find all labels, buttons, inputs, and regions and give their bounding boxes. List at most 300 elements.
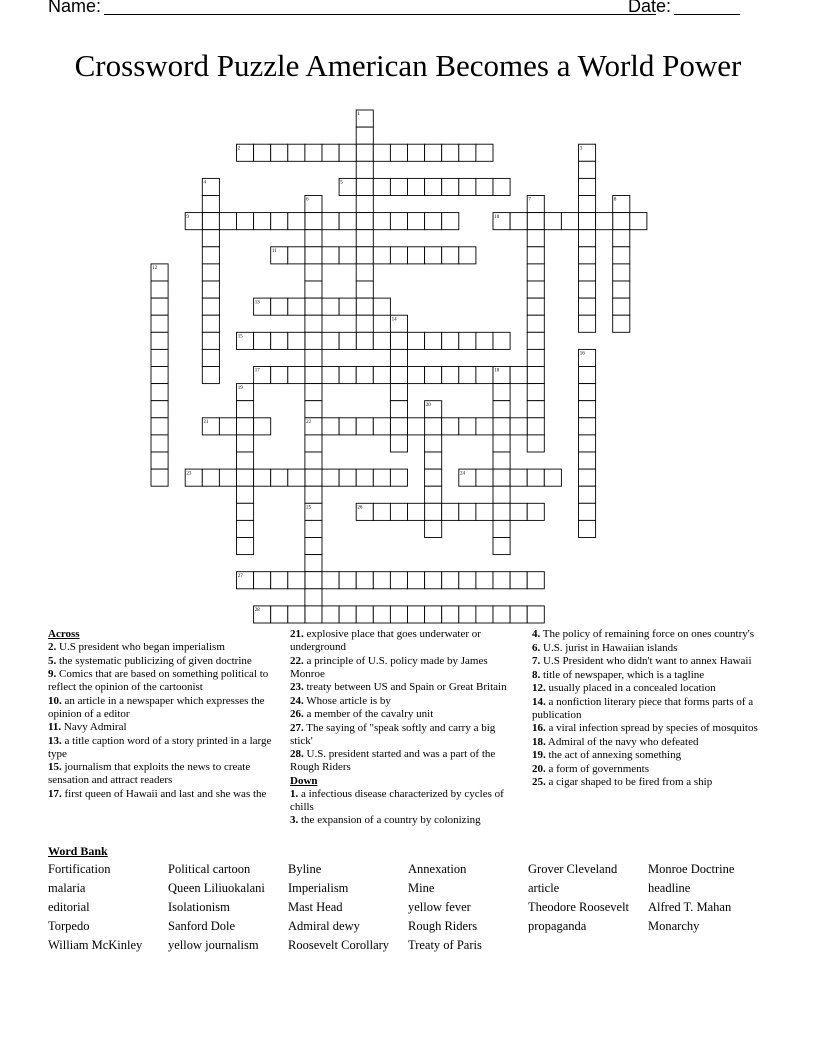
grid-cell[interactable] — [390, 469, 407, 486]
grid-cell[interactable] — [305, 538, 322, 555]
grid-cell[interactable] — [561, 213, 578, 230]
grid-cell[interactable] — [493, 401, 510, 418]
grid-cell[interactable] — [151, 315, 168, 332]
grid-cell[interactable] — [579, 315, 596, 332]
grid-cell[interactable] — [390, 247, 407, 264]
grid-cell[interactable] — [476, 144, 493, 161]
clue-number: 6. — [532, 641, 541, 654]
grid-cell[interactable] — [527, 418, 544, 435]
grid-cell[interactable] — [373, 298, 390, 315]
grid-cell[interactable] — [544, 469, 561, 486]
grid-cell[interactable] — [493, 418, 510, 435]
grid-cell[interactable] — [493, 606, 510, 623]
grid-cell[interactable] — [493, 435, 510, 452]
grid-cell[interactable] — [202, 281, 219, 298]
clue-column-3 — [532, 628, 768, 790]
grid-cell[interactable] — [476, 332, 493, 349]
grid-cell[interactable] — [373, 418, 390, 435]
grid-cell[interactable] — [151, 418, 168, 435]
grid-cell[interactable] — [596, 213, 613, 230]
grid-cell[interactable] — [493, 572, 510, 589]
grid-cell[interactable] — [408, 213, 425, 230]
grid-cell[interactable] — [356, 161, 373, 178]
grid-cell[interactable] — [510, 572, 527, 589]
clue-number: 27. — [290, 721, 304, 734]
grid-cell[interactable] — [579, 452, 596, 469]
grid-cell[interactable] — [202, 315, 219, 332]
grid-cell[interactable] — [442, 247, 459, 264]
grid-cell[interactable] — [579, 469, 596, 486]
grid-cell[interactable] — [459, 606, 476, 623]
grid-cell[interactable] — [442, 606, 459, 623]
grid-cell[interactable] — [356, 178, 373, 195]
grid-cell[interactable] — [237, 520, 254, 537]
grid-cell[interactable] — [151, 469, 168, 486]
grid-cell[interactable] — [305, 435, 322, 452]
grid-cell[interactable] — [305, 401, 322, 418]
grid-cell[interactable] — [305, 572, 322, 589]
grid-cell[interactable] — [527, 384, 544, 401]
grid-cell[interactable] — [613, 247, 630, 264]
grid-cell[interactable] — [356, 606, 373, 623]
grid-cell[interactable] — [356, 196, 373, 213]
grid-cell[interactable] — [339, 572, 356, 589]
grid-cell[interactable] — [305, 213, 322, 230]
grid-cell[interactable] — [356, 332, 373, 349]
word-bank-item: article — [528, 881, 560, 895]
grid-cell[interactable] — [305, 520, 322, 537]
grid-cell[interactable] — [305, 230, 322, 247]
grid-cell[interactable] — [373, 572, 390, 589]
grid-cell[interactable] — [442, 503, 459, 520]
clue-text: usually placed in a concealed location — [545, 682, 716, 694]
grid-cell[interactable] — [579, 230, 596, 247]
grid-cell[interactable] — [151, 384, 168, 401]
grid-cell[interactable] — [425, 469, 442, 486]
grid-cell[interactable] — [356, 315, 373, 332]
grid-cell[interactable] — [425, 367, 442, 384]
grid-cell[interactable] — [322, 367, 339, 384]
grid-cell-number: 3 — [579, 146, 583, 152]
grid-cell[interactable] — [579, 247, 596, 264]
grid-cell[interactable] — [425, 572, 442, 589]
grid-cell[interactable] — [339, 418, 356, 435]
grid-cell[interactable] — [390, 401, 407, 418]
grid-cell[interactable] — [288, 469, 305, 486]
grid-cell[interactable] — [288, 247, 305, 264]
grid-cell[interactable] — [202, 469, 219, 486]
grid-cell[interactable] — [237, 469, 254, 486]
grid-cell[interactable] — [373, 503, 390, 520]
grid-cell[interactable] — [510, 606, 527, 623]
grid-cell[interactable] — [288, 298, 305, 315]
grid-cell[interactable] — [390, 418, 407, 435]
clue-number: 11. — [48, 721, 62, 733]
grid-cell[interactable] — [476, 503, 493, 520]
grid-cell[interactable] — [305, 349, 322, 366]
grid-cell[interactable] — [579, 401, 596, 418]
grid-cell-number: 6 — [306, 197, 309, 203]
grid-cell[interactable] — [613, 281, 630, 298]
grid-cell[interactable] — [288, 572, 305, 589]
grid-cell[interactable] — [305, 281, 322, 298]
grid-cell[interactable] — [579, 213, 596, 230]
grid-cell[interactable] — [527, 298, 544, 315]
grid-cell-number: 12 — [152, 266, 158, 272]
grid-cell[interactable] — [493, 520, 510, 537]
grid-cell[interactable] — [219, 469, 236, 486]
grid-cell[interactable] — [613, 315, 630, 332]
grid-cell[interactable] — [425, 144, 442, 161]
grid-cell[interactable] — [356, 367, 373, 384]
grid-cell[interactable] — [459, 247, 476, 264]
grid-cell[interactable] — [254, 332, 271, 349]
grid-cell[interactable] — [373, 213, 390, 230]
grid-cell[interactable] — [493, 486, 510, 503]
grid-cell[interactable] — [356, 418, 373, 435]
grid-cell[interactable] — [288, 144, 305, 161]
grid-cell[interactable] — [390, 384, 407, 401]
grid-cell[interactable] — [390, 435, 407, 452]
grid-cell[interactable] — [425, 452, 442, 469]
grid-cell[interactable] — [271, 144, 288, 161]
grid-cell[interactable] — [322, 572, 339, 589]
grid-cell[interactable] — [442, 367, 459, 384]
grid-cell[interactable] — [390, 367, 407, 384]
grid-cell[interactable] — [305, 315, 322, 332]
grid-cell-number: 5 — [340, 180, 343, 186]
grid-cell[interactable] — [271, 572, 288, 589]
grid-cell[interactable] — [527, 572, 544, 589]
grid-cell[interactable] — [202, 264, 219, 281]
grid-cell[interactable] — [373, 606, 390, 623]
grid-cell[interactable] — [202, 349, 219, 366]
grid-cell[interactable] — [373, 469, 390, 486]
grid-cell[interactable] — [151, 401, 168, 418]
grid-cell[interactable] — [356, 247, 373, 264]
grid-cell[interactable] — [339, 144, 356, 161]
grid-cell[interactable] — [202, 230, 219, 247]
grid-cell[interactable] — [339, 247, 356, 264]
grid-cell[interactable] — [356, 469, 373, 486]
grid-cell[interactable] — [527, 503, 544, 520]
grid-cell[interactable] — [579, 367, 596, 384]
grid-cell[interactable] — [254, 144, 271, 161]
grid-cell[interactable] — [151, 435, 168, 452]
grid-cell[interactable] — [339, 213, 356, 230]
grid-cell[interactable] — [613, 264, 630, 281]
grid-cell[interactable] — [408, 178, 425, 195]
grid-cell[interactable] — [373, 144, 390, 161]
grid-cell[interactable] — [356, 298, 373, 315]
grid-cell[interactable] — [305, 298, 322, 315]
grid-cell[interactable] — [425, 332, 442, 349]
grid-cell[interactable] — [442, 572, 459, 589]
grid-cell[interactable] — [390, 606, 407, 623]
grid-cell[interactable] — [493, 384, 510, 401]
grid-cell[interactable] — [510, 503, 527, 520]
grid-cell[interactable] — [305, 264, 322, 281]
grid-cell[interactable] — [305, 469, 322, 486]
grid-cell[interactable] — [527, 315, 544, 332]
grid-cell[interactable] — [237, 435, 254, 452]
grid-cell[interactable] — [202, 196, 219, 213]
grid-cell[interactable] — [339, 469, 356, 486]
grid-cell[interactable] — [202, 367, 219, 384]
across-clue — [290, 708, 518, 721]
grid-cell[interactable] — [527, 213, 544, 230]
grid-cell[interactable] — [151, 367, 168, 384]
grid-cell[interactable] — [425, 213, 442, 230]
grid-cell[interactable] — [390, 213, 407, 230]
grid-cell[interactable] — [425, 606, 442, 623]
grid-cell[interactable] — [237, 418, 254, 435]
grid-cell[interactable] — [493, 469, 510, 486]
grid-cell[interactable] — [476, 469, 493, 486]
grid-cell[interactable] — [527, 469, 544, 486]
grid-cell[interactable] — [151, 298, 168, 315]
word-bank-list — [48, 862, 788, 957]
grid-cell[interactable] — [425, 418, 442, 435]
grid-cell[interactable] — [254, 213, 271, 230]
grid-cell[interactable] — [408, 606, 425, 623]
grid-cell[interactable] — [373, 367, 390, 384]
grid-cell[interactable] — [202, 332, 219, 349]
grid-cell[interactable] — [339, 606, 356, 623]
word-bank-item: headline — [648, 881, 691, 895]
grid-cell[interactable] — [254, 572, 271, 589]
grid-cell[interactable] — [288, 332, 305, 349]
grid-cell[interactable] — [322, 418, 339, 435]
grid-cell[interactable] — [510, 367, 527, 384]
grid-cell[interactable] — [373, 332, 390, 349]
grid-cell[interactable] — [442, 144, 459, 161]
word-bank-item: Theodore Roosevelt — [528, 900, 630, 914]
grid-cell[interactable] — [271, 469, 288, 486]
grid-cell[interactable] — [579, 418, 596, 435]
grid-cell[interactable] — [288, 367, 305, 384]
grid-cell[interactable] — [356, 144, 373, 161]
grid-cell[interactable] — [579, 435, 596, 452]
grid-cell[interactable] — [476, 367, 493, 384]
grid-cell[interactable] — [151, 349, 168, 366]
across-clue — [290, 748, 518, 774]
grid-cell[interactable] — [527, 247, 544, 264]
grid-cell[interactable] — [322, 144, 339, 161]
grid-cell[interactable] — [305, 332, 322, 349]
grid-cell[interactable] — [579, 503, 596, 520]
grid-cell[interactable] — [442, 332, 459, 349]
grid-cell[interactable] — [219, 213, 236, 230]
grid-cell[interactable] — [408, 418, 425, 435]
grid-cell[interactable] — [544, 213, 561, 230]
grid-cell[interactable] — [390, 332, 407, 349]
grid-cell[interactable] — [408, 503, 425, 520]
grid-cell[interactable] — [527, 401, 544, 418]
grid-cell[interactable] — [476, 178, 493, 195]
clue-number: 3. — [290, 814, 299, 826]
grid-cell[interactable] — [630, 213, 647, 230]
grid-cell[interactable] — [442, 178, 459, 195]
grid-cell[interactable] — [459, 418, 476, 435]
grid-cell[interactable] — [579, 281, 596, 298]
grid-cell[interactable] — [493, 538, 510, 555]
grid-cell[interactable] — [613, 298, 630, 315]
grid-cell[interactable] — [579, 264, 596, 281]
grid-cell[interactable] — [271, 213, 288, 230]
grid-cell[interactable] — [493, 332, 510, 349]
across-clue — [48, 641, 276, 654]
grid-cell[interactable] — [579, 520, 596, 537]
grid-cell[interactable] — [613, 213, 630, 230]
grid-cell[interactable] — [356, 281, 373, 298]
clue-text: a infectious disease characterized by cycles of chills — [290, 787, 504, 813]
grid-cell[interactable] — [339, 332, 356, 349]
grid-cell[interactable] — [339, 298, 356, 315]
grid-cell[interactable] — [442, 213, 459, 230]
grid-cell[interactable] — [425, 178, 442, 195]
grid-cell[interactable] — [322, 469, 339, 486]
grid-cell[interactable] — [237, 503, 254, 520]
word-bank-item: Alfred T. Mahan — [648, 900, 732, 914]
grid-cell[interactable] — [527, 606, 544, 623]
grid-cell[interactable] — [579, 384, 596, 401]
grid-cell[interactable] — [237, 401, 254, 418]
grid-cell[interactable] — [151, 281, 168, 298]
grid-cell[interactable] — [288, 606, 305, 623]
grid-cell[interactable] — [356, 230, 373, 247]
grid-cell-number: 18 — [494, 368, 500, 374]
grid-cell[interactable] — [527, 367, 544, 384]
grid-cell[interactable] — [373, 178, 390, 195]
grid-cell[interactable] — [408, 144, 425, 161]
grid-cell[interactable] — [476, 606, 493, 623]
grid-cell[interactable] — [390, 349, 407, 366]
grid-cell[interactable] — [237, 452, 254, 469]
grid-cell[interactable] — [271, 367, 288, 384]
grid-cell[interactable] — [459, 144, 476, 161]
grid-cell[interactable] — [237, 486, 254, 503]
grid-cell[interactable] — [254, 469, 271, 486]
grid-cell-number: 23 — [186, 471, 192, 477]
grid-cell[interactable] — [305, 452, 322, 469]
grid-cell[interactable] — [288, 213, 305, 230]
across-clue — [48, 721, 276, 734]
grid-cell[interactable] — [305, 247, 322, 264]
grid-cell[interactable] — [322, 606, 339, 623]
grid-cell[interactable] — [202, 298, 219, 315]
grid-cell[interactable] — [202, 213, 219, 230]
grid-cell[interactable] — [390, 572, 407, 589]
grid-cell[interactable] — [459, 178, 476, 195]
grid-cell[interactable] — [493, 503, 510, 520]
grid-cell[interactable] — [425, 435, 442, 452]
grid-cell[interactable] — [254, 418, 271, 435]
grid-cell[interactable] — [459, 503, 476, 520]
grid-cell[interactable] — [579, 196, 596, 213]
grid-cell[interactable] — [442, 418, 459, 435]
grid-cell[interactable] — [425, 503, 442, 520]
grid-cell[interactable] — [322, 298, 339, 315]
grid-cell[interactable] — [527, 349, 544, 366]
grid-cell[interactable] — [408, 247, 425, 264]
grid-cell[interactable] — [527, 332, 544, 349]
grid-cell[interactable] — [356, 127, 373, 144]
grid-cell[interactable] — [219, 418, 236, 435]
grid-cell[interactable] — [579, 161, 596, 178]
grid-cell[interactable] — [151, 332, 168, 349]
grid-cell[interactable] — [613, 230, 630, 247]
grid-cell[interactable] — [237, 538, 254, 555]
grid-cell[interactable] — [459, 332, 476, 349]
grid-cell[interactable] — [408, 572, 425, 589]
grid-cell[interactable] — [527, 230, 544, 247]
clue-number: 9. — [48, 668, 57, 680]
grid-cell[interactable] — [425, 486, 442, 503]
grid-cell[interactable] — [510, 469, 527, 486]
grid-cell[interactable] — [151, 452, 168, 469]
grid-cell[interactable] — [322, 332, 339, 349]
grid-cell[interactable] — [305, 606, 322, 623]
grid-cell[interactable] — [510, 213, 527, 230]
grid-cell[interactable] — [339, 367, 356, 384]
grid-cell[interactable] — [425, 520, 442, 537]
grid-cell[interactable] — [459, 572, 476, 589]
grid-cell[interactable] — [305, 384, 322, 401]
grid-cell[interactable] — [527, 435, 544, 452]
grid-cell[interactable] — [510, 418, 527, 435]
grid-cell[interactable] — [356, 213, 373, 230]
grid-cell[interactable] — [271, 606, 288, 623]
grid-cell[interactable] — [527, 264, 544, 281]
grid-cell[interactable] — [271, 298, 288, 315]
grid-cell[interactable] — [493, 452, 510, 469]
grid-cell[interactable] — [373, 247, 390, 264]
grid-cell[interactable] — [202, 247, 219, 264]
grid-cell[interactable] — [305, 144, 322, 161]
grid-cell[interactable] — [305, 367, 322, 384]
grid-cell[interactable] — [322, 213, 339, 230]
grid-cell[interactable] — [390, 178, 407, 195]
grid-cell[interactable] — [527, 281, 544, 298]
clue-number: 22. — [290, 654, 304, 667]
clue-text: The saying of "speak softly and carry a big stick' — [290, 721, 496, 747]
grid-cell[interactable] — [408, 367, 425, 384]
grid-cell[interactable] — [271, 332, 288, 349]
grid-cell[interactable] — [476, 418, 493, 435]
grid-cell[interactable] — [476, 572, 493, 589]
grid-cell[interactable] — [305, 486, 322, 503]
grid-cell[interactable] — [408, 332, 425, 349]
grid-cell[interactable] — [579, 486, 596, 503]
grid-cell-number: 4 — [203, 180, 206, 186]
grid-cell[interactable] — [356, 264, 373, 281]
grid-cell[interactable] — [305, 589, 322, 606]
grid-cell[interactable] — [237, 213, 254, 230]
grid-cell[interactable] — [579, 298, 596, 315]
grid-cell[interactable] — [493, 178, 510, 195]
clue-number: 28. — [290, 748, 304, 760]
grid-cell[interactable] — [322, 247, 339, 264]
grid-cell[interactable] — [459, 367, 476, 384]
grid-cell[interactable] — [425, 247, 442, 264]
grid-cell-number: 20 — [425, 402, 431, 408]
grid-cell[interactable] — [390, 503, 407, 520]
grid-cell[interactable] — [356, 572, 373, 589]
grid-cell[interactable] — [390, 144, 407, 161]
grid-cell[interactable] — [579, 178, 596, 195]
grid-cell[interactable] — [305, 555, 322, 572]
